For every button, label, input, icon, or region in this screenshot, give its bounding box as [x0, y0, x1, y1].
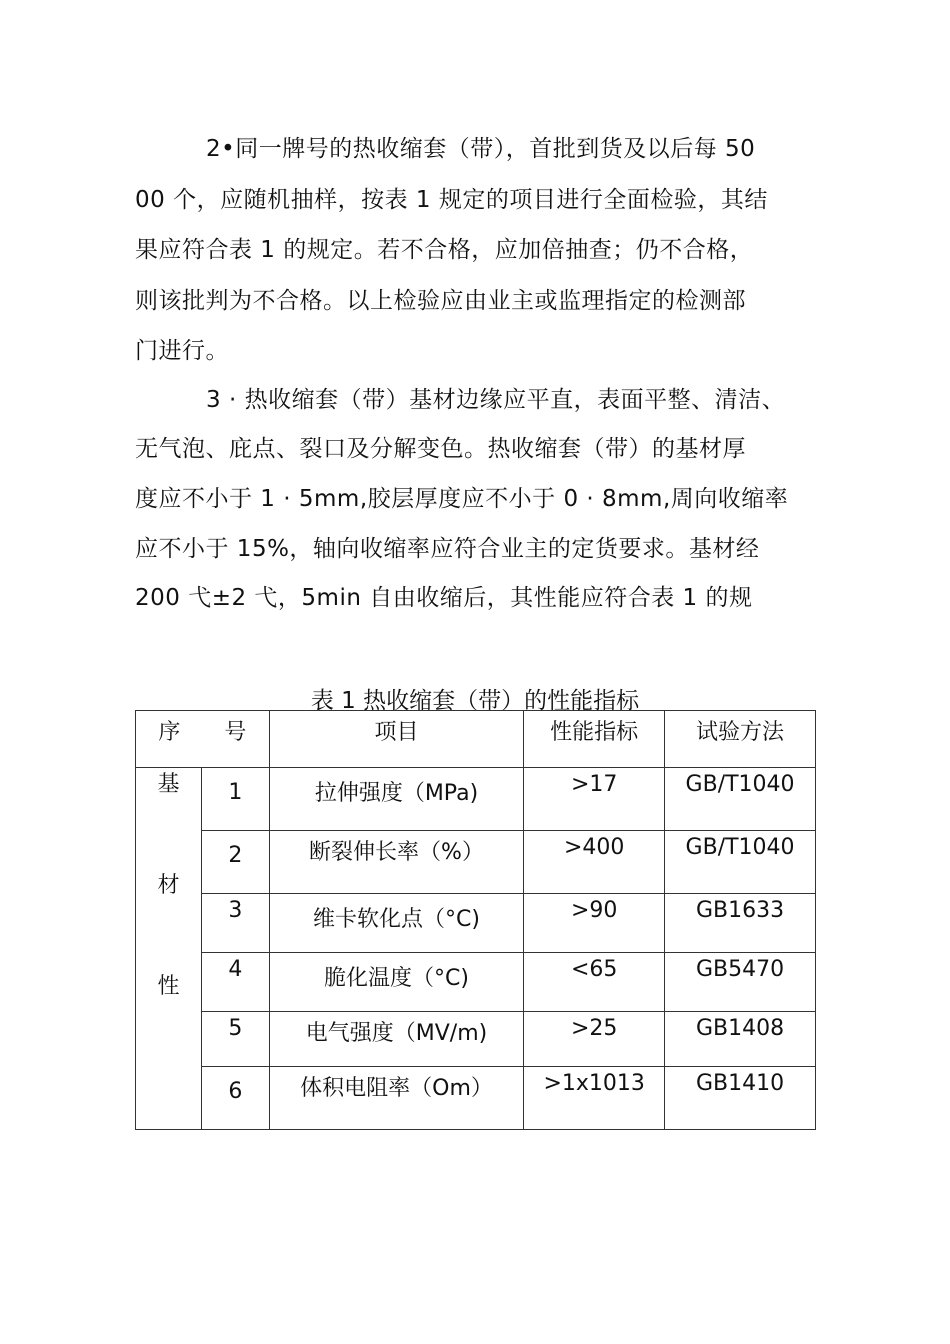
table-row	[136, 768, 816, 831]
table-caption: 表 1 热收缩套（带）的性能指标	[310, 688, 640, 714]
row-method: GB/T1040	[665, 831, 816, 894]
table-row	[136, 831, 816, 894]
row-spec: <65	[524, 953, 665, 1012]
group-label	[136, 768, 202, 1130]
paragraph-line: 度应不小于 1 · 5mm,胶层厚度应不小于 0 · 8mm,周向收缩率	[135, 486, 789, 512]
row-method: GB/T1040	[665, 768, 816, 831]
row-number: 6	[201, 1067, 269, 1130]
header-method: 试验方法	[665, 711, 816, 768]
row-spec: >17	[524, 768, 665, 831]
paragraph-line: 门进行。	[135, 338, 229, 364]
row-spec: >1x1013	[524, 1067, 665, 1130]
header-spec: 性能指标	[524, 711, 665, 768]
table-row	[136, 894, 816, 953]
row-spec: >400	[524, 831, 665, 894]
paragraph-line: 无气泡、庇点、裂口及分解变色。热收缩套（带）的基材厚	[135, 436, 746, 462]
group-char: 基	[157, 772, 180, 797]
row-item: 电气强度（MV/m)	[269, 1012, 523, 1067]
performance-table	[135, 710, 816, 1130]
paragraph-line: 00 个，应随机抽样，按表 1 规定的项目进行全面检验，其结	[135, 187, 768, 213]
row-number: 5	[201, 1012, 269, 1067]
table-row	[136, 953, 816, 1012]
row-method: GB5470	[665, 953, 816, 1012]
header-item: 项目	[269, 711, 523, 768]
row-number: 2	[201, 831, 269, 894]
paragraph-line: 果应符合表 1 的规定。若不合格，应加倍抽查；仍不合格，	[135, 237, 754, 263]
group-char: 材	[157, 873, 180, 898]
row-item: 断裂伸长率（%）	[269, 831, 523, 894]
row-item: 维卡软化点（°C)	[269, 894, 523, 953]
header-serial: 序 号	[136, 711, 270, 768]
row-number: 4	[201, 953, 269, 1012]
row-spec: >90	[524, 894, 665, 953]
row-method: GB1633	[665, 894, 816, 953]
paragraph-line: 200 弋±2 弋，5min 自由收缩后，其性能应符合表 1 的规	[135, 585, 753, 611]
table-row	[136, 1067, 816, 1130]
paragraph-line: 3 · 热收缩套（带）基材边缘应平直，表面平整、清洁、	[206, 387, 786, 413]
row-item: 体积电阻率（Om）	[269, 1067, 523, 1130]
row-spec: >25	[524, 1012, 665, 1067]
row-number: 1	[201, 768, 269, 831]
row-item: 脆化温度（°C)	[269, 953, 523, 1012]
paragraph-line: 2•同一牌号的热收缩套（带），首批到货及以后每 50	[206, 136, 756, 162]
table-header-row	[136, 711, 816, 768]
row-method: GB1408	[665, 1012, 816, 1067]
row-number: 3	[201, 894, 269, 953]
table-row	[136, 1012, 816, 1067]
row-item: 拉伸强度（MPa)	[269, 768, 523, 831]
paragraph-line: 应不小于 15%，轴向收缩率应符合业主的定货要求。基材经	[135, 536, 760, 562]
row-method: GB1410	[665, 1067, 816, 1130]
group-char: 性	[157, 974, 180, 999]
paragraph-line: 则该批判为不合格。以上检验应由业主或监理指定的检测部	[135, 288, 746, 314]
